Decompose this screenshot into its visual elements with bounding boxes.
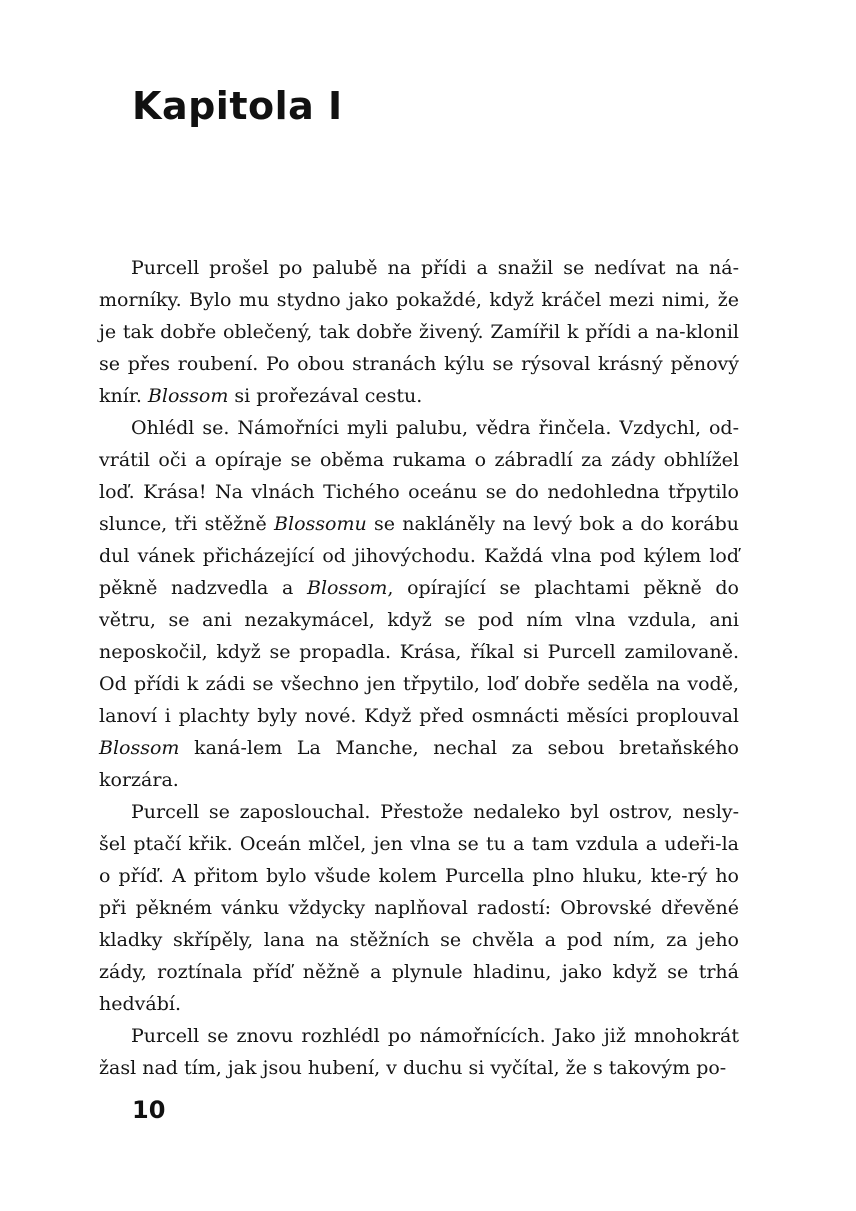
page-number: 10 [132,1096,166,1124]
ship-name-blossom: Blossom [99,737,180,759]
ship-name-blossomu: Blossomu [274,513,367,535]
paragraph-1-text-1: Purcell prošel po palubě na přídi a snažil se nedívat na ná-morníky. Bylo mu stydno jako pokaždé, když kráčel mezi nimi, že je tak dobře oblečený, tak dobře živený. Zamířil k přídi a na-klonil se přes roubení. Po obou stranách kýlu se rýsoval krásný pěnový knír. [99,257,739,407]
ship-name-blossom: Blossom [306,577,388,599]
paragraph-3 [99,796,739,1020]
paragraph-4-text-1: Purcell se znovu rozhlédl po námořnících. Jako již mnohokrát žasl nad tím, jak jsou hubení, v duchu si vyčítal, že s takovým po- [99,1025,739,1079]
paragraph-1 [99,252,739,412]
paragraph-2-text-3: , opírající se plachtami pěkně do větru, se ani nezakymácel, když se pod ním vlna vzdula, ani neposkočil, když se propadla. Krása, říkal si Purcell zamilovaně. Od přídi k zádi se všechno jen třpytilo, loď dobře seděla na vodě, lanoví i plachty byly nové. Když před osmnácti měsíci proplouval [99,577,739,727]
paragraph-2 [99,412,739,796]
paragraph-1-text-2: si prořezával cestu. [228,385,423,407]
paragraph-3-text-1: Purcell se zaposlouchal. Přestože nedaleko byl ostrov, nesly-šel ptačí křik. Oceán mlčel, jen vlna se tu a tam vzdula a udeři-la o příď. A přitom bylo všude kolem Purcella plno hluku, kte-rý ho při pěkném vánku vždycky naplňoval radostí: Obrovské dřevěné kladky skřípěly, lana na stěžních se chvěla a pod ním, za jeho zády, roztínala příď něžně a plynule hladinu, jako když se trhá hedvábí. [99,801,739,1015]
paragraph-2-text-2: se nakláněly na levý bok a do korábu dul vánek přicházející od jihovýchodu. Každá vlna pod kýlem loď pěkně nadzvedla a [99,513,739,599]
chapter-title: Kapitola I [132,84,343,128]
paragraph-2-text-1: Ohlédl se. Námořníci myli palubu, vědra řinčela. Vzdychl, od-vrátil oči a opíraje se oběma rukama o zábradlí za zády obhlížel loď. Krása! Na vlnách Tichého oceánu se do nedohledna třpytilo slunce, tři stěžně [99,417,739,535]
paragraph-4 [99,1020,739,1084]
chapter-body [99,252,739,1084]
ship-name-blossom: Blossom [147,385,229,407]
paragraph-2-text-4: kaná-lem La Manche, nechal za sebou bretaňského korzára. [99,737,739,791]
